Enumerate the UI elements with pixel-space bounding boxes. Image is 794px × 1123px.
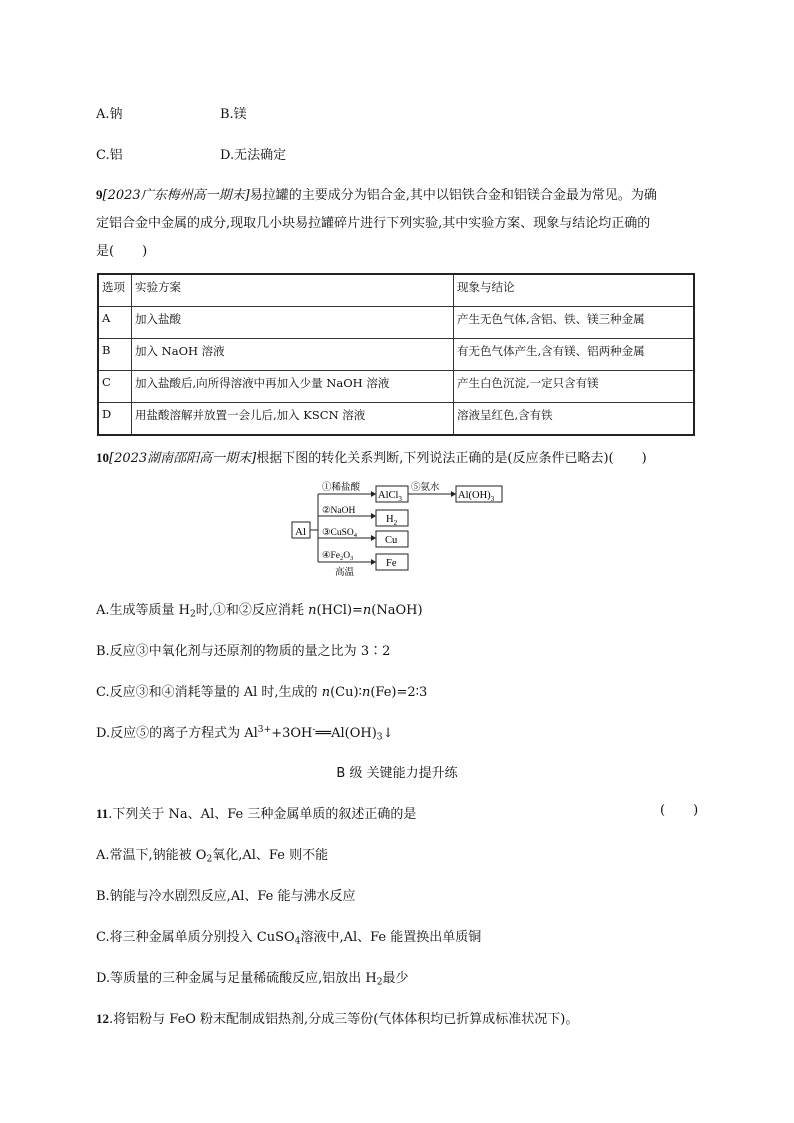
reagent-4: $④Fe_2O_3$ [322, 551, 354, 562]
q9-close-paren: ) [142, 244, 148, 259]
q8-option-c: C.铝 [96, 148, 123, 163]
q9-source: [2023广东梅州高一期末] [102, 188, 250, 203]
table-cell: B [98, 339, 132, 371]
q10-option-d: D.反应⑤的离子方程式为 $Al^{3+}+3OH^-══Al(OH)_3↓$ [96, 725, 394, 743]
table-cell: C [98, 371, 132, 403]
q10-close-paren: ) [641, 451, 647, 466]
table-header-cell: 实验方案 [132, 274, 454, 307]
q9-line2: 定铝合金中金属的成分,现取几小块易拉罐碎片进行下列实验,其中实验方案、现象与结论均正确的 [96, 216, 651, 231]
q8-option-a: A.钠 [96, 107, 123, 122]
q10-stem [96, 447, 647, 466]
q11-text: .下列关于 Na、Al、Fe 三种金属单质的叙述正确的是 [108, 807, 417, 822]
table-cell: 有无色气体产生,含有镁、铝两种金属 [454, 339, 695, 371]
q11-option-b: B.钠能与冷水剧烈反应,Al、Fe 能与沸水反应 [96, 889, 356, 904]
table-cell: 加入盐酸 [132, 307, 454, 339]
product-alcl3: AlCl$_3$ [378, 490, 402, 503]
table-cell: 溶液呈红色,含有铁 [454, 403, 695, 436]
table-row [98, 307, 694, 339]
product-aloh3: $Al(OH)_3$ [458, 490, 495, 503]
table-cell: 产生白色沉淀,一定只含有镁 [454, 371, 695, 403]
product-fe: Fe [386, 558, 397, 569]
product-cu: Cu [385, 535, 398, 546]
q12-stem [96, 1008, 578, 1027]
q11-number: 11 [96, 806, 109, 821]
table-cell: 加入 NaOH 溶液 [132, 339, 454, 371]
table-header-row [98, 274, 694, 307]
q11-option-c: C.将三种金属单质分别投入 CuSO$_4$溶液中,Al、Fe 能置换出单质铜 [96, 930, 482, 947]
q10-text: 根据下图的转化关系判断,下列说法正确的是(反应条件已略去)( [256, 451, 614, 466]
q10-option-c: C.反应③和④消耗等量的 Al 时,生成的 n(Cu)∶n(Fe)=2∶3 [96, 685, 428, 700]
q11-answer-paren: ( ) [660, 803, 699, 818]
table-cell: 产生无色气体,含铝、铁、镁三种金属 [454, 307, 695, 339]
reagent-1: ①稀盐酸 [322, 483, 361, 493]
q10-option-a: A.生成等质量 $H_2$时,①和②反应消耗 n(HCl)=n(NaOH) [96, 603, 423, 620]
q10-diagram [285, 480, 515, 580]
q9-number: 9 [96, 187, 103, 202]
product-h2: $H_2$ [386, 514, 398, 527]
table-cell: 用盐酸溶解并放置一会儿后,加入 KSCN 溶液 [132, 403, 454, 436]
q10-source: [2023湖南邵阳高一期末] [109, 451, 257, 466]
q8-option-d: D.无法确定 [220, 148, 287, 163]
q8-option-b: B.镁 [220, 107, 247, 122]
table-row [98, 371, 694, 403]
q11-option-d: D.等质量的三种金属与足量稀硫酸反应,铝放出 $H_2$最少 [96, 971, 409, 988]
reagent-3: ③CuSO$_4$ [322, 528, 357, 539]
table-header-cell: 现象与结论 [454, 274, 695, 307]
reagent-2: ②NaOH [322, 506, 356, 516]
table-row [98, 403, 694, 436]
q9-line3 [96, 240, 147, 259]
table-cell: 加入盐酸后,向所得溶液中再加入少量 NaOH 溶液 [132, 371, 454, 403]
q12-number: 12 [96, 1011, 109, 1026]
condition-high-temp: 高温 [335, 568, 355, 578]
q11-stem [96, 803, 416, 822]
reagent-5: ⑤氨水 [411, 483, 440, 493]
q10-number: 10 [96, 450, 109, 465]
q10-option-b: B.反应③中氧化剂与还原剂的物质的量之比为 3∶2 [96, 644, 391, 659]
q9-table [97, 273, 695, 436]
q9-open-paren: 是( [96, 244, 115, 259]
table-row [98, 339, 694, 371]
q11-option-a: A.常温下,钠能被 $O_2$氧化,Al、Fe 则不能 [96, 848, 329, 865]
al-label: Al [295, 526, 306, 538]
q12-text: .将铝粉与 FeO 粉末配制成铝热剂,分成三等份(气体体积均已折算成标准状况下)。 [109, 1012, 579, 1027]
q9-line1 [96, 184, 657, 203]
table-cell: A [98, 307, 132, 339]
table-header-cell: 选项 [98, 274, 132, 307]
section-title: B 级 关键能力提升练 [336, 766, 458, 781]
q9-text-1: 易拉罐的主要成分为铝合金,其中以铝铁合金和铝镁合金最为常见。为确 [249, 188, 657, 203]
table-cell: D [98, 403, 132, 436]
